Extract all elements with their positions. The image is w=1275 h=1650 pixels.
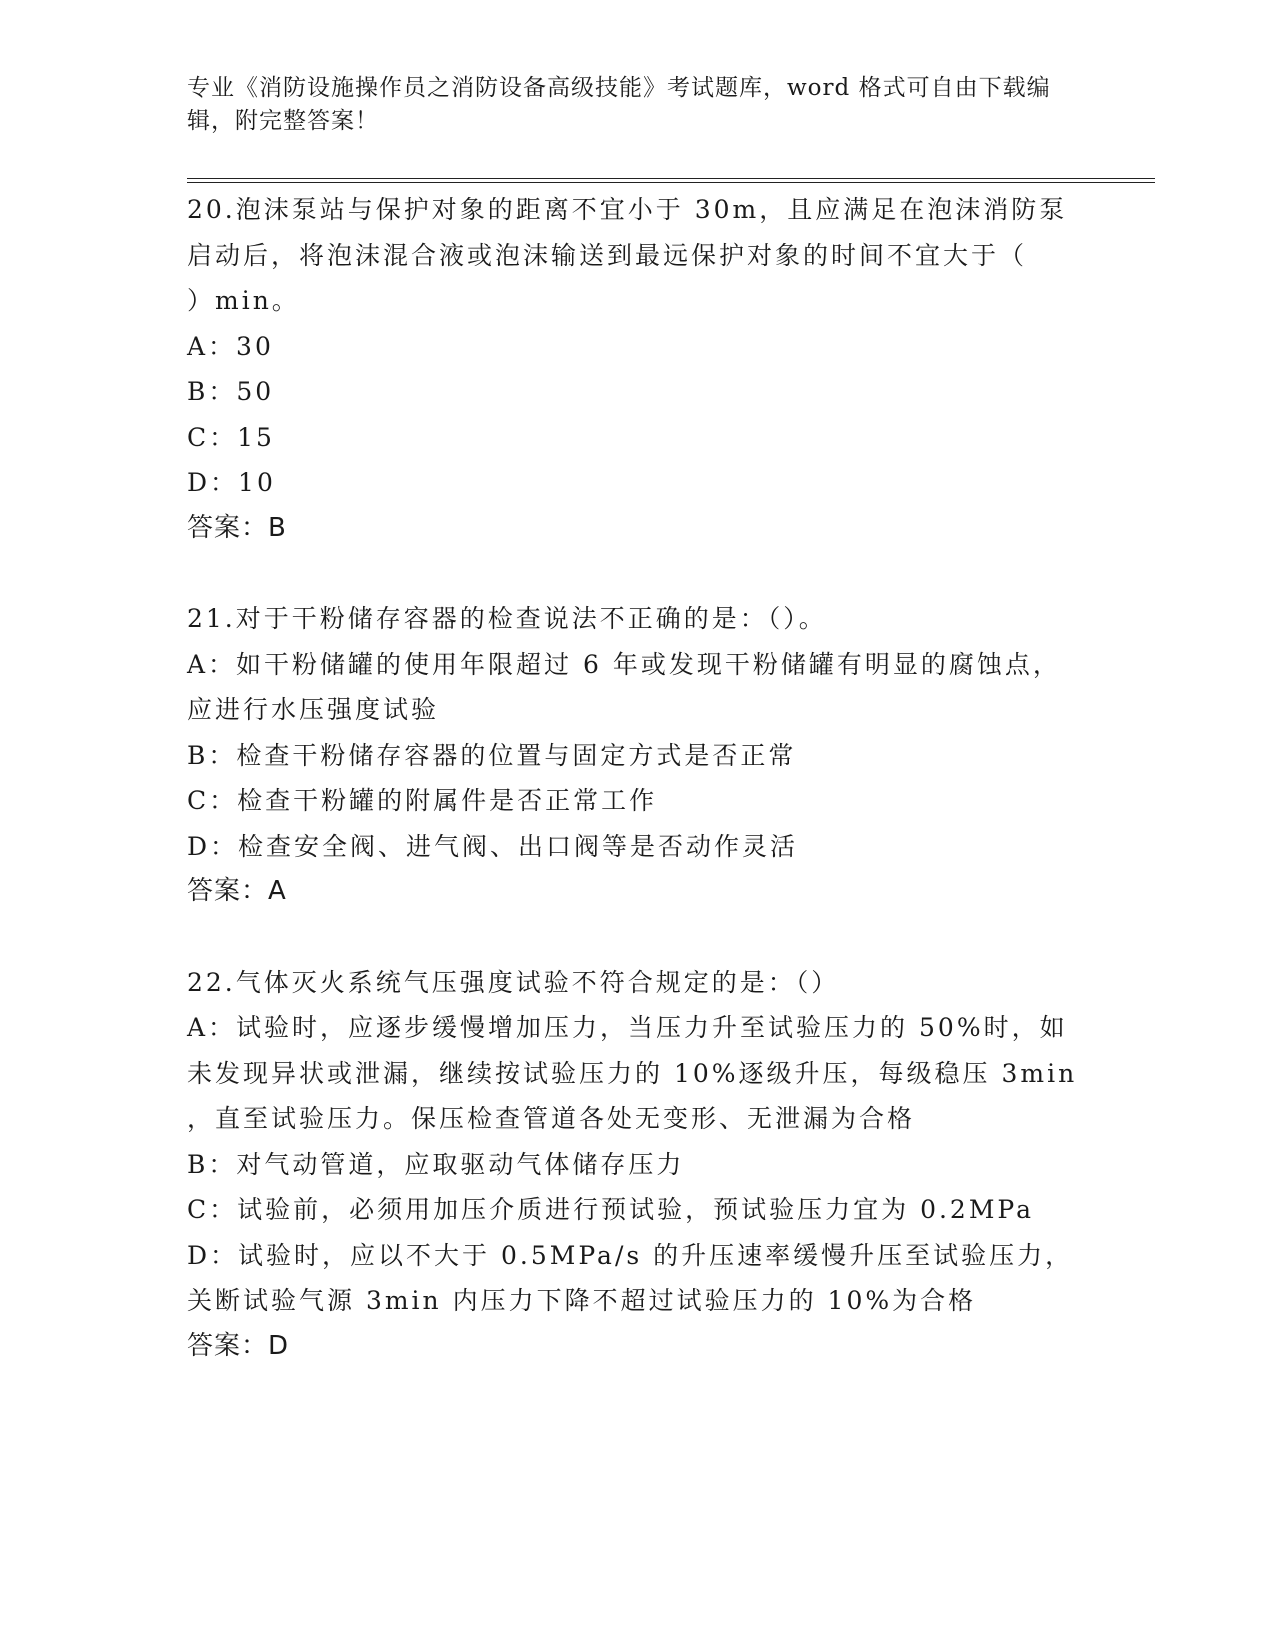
header-line-2: 辑，附完整答案！	[187, 108, 379, 134]
question-spacer	[187, 915, 1087, 960]
header-divider-bottom	[187, 182, 1155, 183]
option-b: B：对气动管道，应取驱动气体储存压力	[187, 1149, 685, 1179]
option-a-continued: ，直至试验压力。保压检查管道各处无变形、无泄漏为合格	[187, 1104, 916, 1133]
question-stem-line: 启动后，将泡沫混合液或泡沫输送到最远保护对象的时间不宜大于（	[187, 240, 1028, 270]
header-divider-top	[187, 178, 1155, 179]
option-a: A：30	[187, 331, 274, 361]
answer-label: 答案：D	[187, 1330, 290, 1361]
question-spacer	[187, 551, 1087, 596]
question-list	[187, 187, 1087, 1369]
option-b: B：50	[187, 377, 275, 406]
option-b: B：检查干粉储存容器的位置与固定方式是否正常	[187, 740, 797, 770]
document-header	[187, 72, 1067, 138]
option-a: A：如干粉储罐的使用年限超过 6 年或发现干粉储罐有明显的腐蚀点，	[187, 649, 1061, 679]
question-20	[187, 187, 1087, 551]
option-c: C：检查干粉罐的附属件是否正常工作	[187, 786, 658, 815]
option-c: C：15	[187, 422, 275, 452]
option-d: D：检查安全阀、进气阀、出口阀等是否动作灵活	[187, 831, 799, 861]
option-a-continued: 应进行水压强度试验	[187, 695, 440, 724]
question-stem-line: 20.泡沫泵站与保护对象的距离不宜小于 30m，且应满足在泡沫消防泵	[187, 195, 1068, 224]
option-a: A：试验时，应逐步缓慢增加压力，当压力升至试验压力的 50%时，如	[187, 1013, 1068, 1042]
question-21	[187, 596, 1087, 915]
answer-label: 答案：A	[187, 876, 287, 906]
option-c: C：试验前，必须用加压介质进行预试验，预试验压力宜为 0.2MPa	[187, 1195, 1035, 1224]
option-d: D：10	[187, 468, 276, 497]
option-a-continued: 未发现异状或泄漏，继续按试验压力的 10%逐级升压，每级稳压 3min	[187, 1058, 1078, 1088]
question-stem-line: 21.对于干粉储存容器的检查说法不正确的是：（）。	[187, 604, 827, 633]
answer-label: 答案：B	[187, 512, 287, 543]
question-stem-line: ）min。	[187, 286, 300, 315]
question-stem-line: 22.气体灭火系统气压强度试验不符合规定的是：（）	[187, 967, 840, 997]
question-22	[187, 960, 1087, 1370]
header-line-1: 专业《消防设施操作员之消防设备高级技能》考试题库，word 格式可自由下载编	[187, 75, 1051, 101]
option-d-continued: 关断试验气源 3min 内压力下降不超过试验压力的 10%为合格	[187, 1286, 977, 1315]
option-d: D：试验时，应以不大于 0.5MPa/s 的升压速率缓慢升压至试验压力，	[187, 1240, 1074, 1270]
